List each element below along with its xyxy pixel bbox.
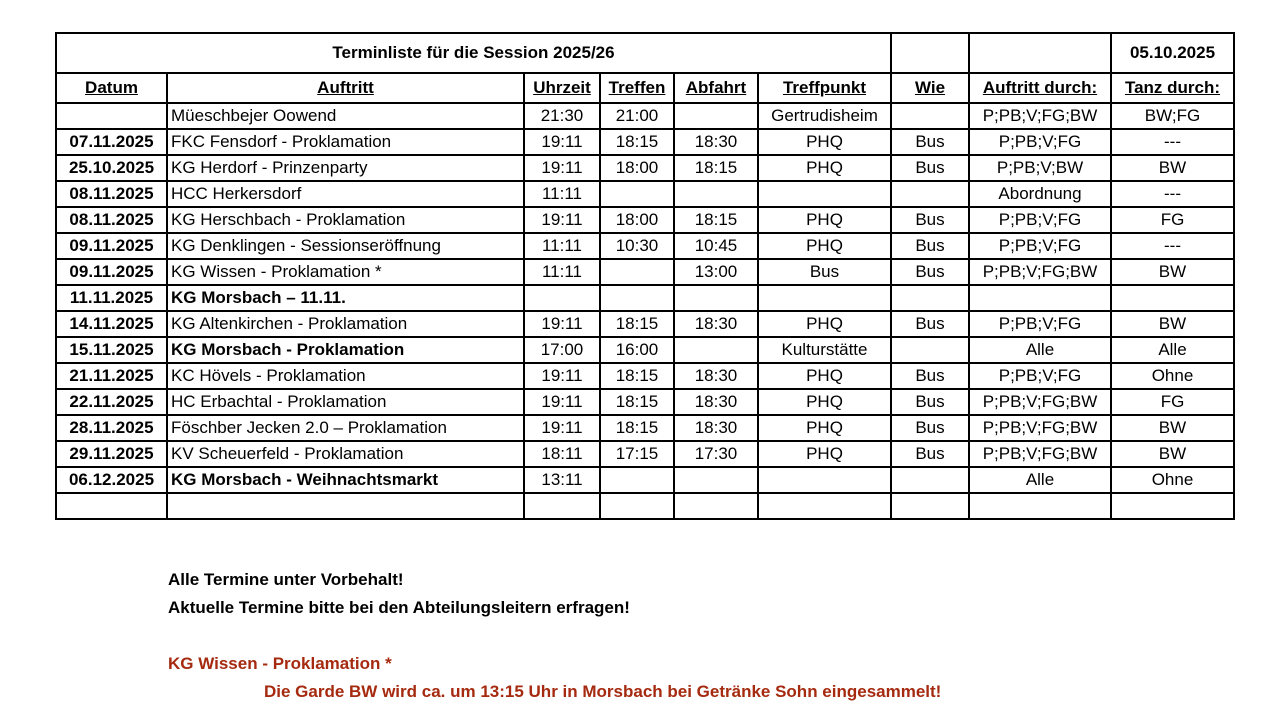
cell-wie: Bus: [891, 389, 969, 415]
cell-tanz-durch: BW: [1111, 311, 1234, 337]
cell-wie: Bus: [891, 441, 969, 467]
cell-datum: 25.10.2025: [56, 155, 167, 181]
cell-abfahrt: 17:30: [674, 441, 758, 467]
header-auftritt-durch: Auftritt durch:: [969, 73, 1111, 103]
cell-uhrzeit: 19:11: [524, 389, 600, 415]
cell-auftritt: KV Scheuerfeld - Proklamation: [167, 441, 524, 467]
cell-abfahrt: 18:30: [674, 129, 758, 155]
cell-uhrzeit: 19:11: [524, 207, 600, 233]
table-row: [56, 493, 1234, 519]
table-row: [56, 337, 1234, 363]
cell-datum: 28.11.2025: [56, 415, 167, 441]
cell-datum: 21.11.2025: [56, 363, 167, 389]
table-row: [56, 259, 1234, 285]
cell-auftritt: [167, 493, 524, 519]
cell-datum: [56, 103, 167, 129]
cell-auftritt-durch: P;PB;V;FG: [969, 363, 1111, 389]
cell-uhrzeit: 21:30: [524, 103, 600, 129]
cell-tanz-durch: ---: [1111, 181, 1234, 207]
cell-abfahrt: 13:00: [674, 259, 758, 285]
cell-wie: Bus: [891, 363, 969, 389]
cell-datum: 09.11.2025: [56, 259, 167, 285]
cell-treffen: 18:15: [600, 311, 674, 337]
header-tanz-durch: Tanz durch:: [1111, 73, 1234, 103]
cell-treffen: 10:30: [600, 233, 674, 259]
cell-abfahrt: [674, 103, 758, 129]
cell-treffen: 18:00: [600, 155, 674, 181]
cell-tanz-durch: BW: [1111, 441, 1234, 467]
cell-treffen: 18:15: [600, 389, 674, 415]
page-title: Terminliste für die Session 2025/26: [56, 33, 891, 73]
cell-tanz-durch: [1111, 493, 1234, 519]
cell-datum: 08.11.2025: [56, 181, 167, 207]
cell-tanz-durch: Alle: [1111, 337, 1234, 363]
cell-auftritt: HCC Herkersdorf: [167, 181, 524, 207]
cell-auftritt: KG Altenkirchen - Proklamation: [167, 311, 524, 337]
table-row: [56, 467, 1234, 493]
cell-abfahrt: 10:45: [674, 233, 758, 259]
cell-datum: 09.11.2025: [56, 233, 167, 259]
cell-auftritt: KG Denklingen - Sessionseröffnung: [167, 233, 524, 259]
cell-treffen: 17:15: [600, 441, 674, 467]
cell-treffen: 16:00: [600, 337, 674, 363]
cell-wie: [891, 337, 969, 363]
cell-abfahrt: [674, 493, 758, 519]
cell-tanz-durch: [1111, 285, 1234, 311]
cell-treffen: [600, 493, 674, 519]
cell-auftritt: FKC Fensdorf - Proklamation: [167, 129, 524, 155]
cell-abfahrt: 18:15: [674, 155, 758, 181]
cell-abfahrt: 18:30: [674, 363, 758, 389]
header-auftritt: Auftritt: [167, 73, 524, 103]
table-row: [56, 207, 1234, 233]
cell-abfahrt: 18:15: [674, 207, 758, 233]
cell-treffpunkt: Bus: [758, 259, 891, 285]
cell-auftritt-durch: [969, 285, 1111, 311]
table-row: [56, 181, 1234, 207]
cell-auftritt: KG Wissen - Proklamation *: [167, 259, 524, 285]
cell-treffen: [600, 285, 674, 311]
cell-auftritt-durch: P;PB;V;FG: [969, 207, 1111, 233]
cell-treffpunkt: PHQ: [758, 311, 891, 337]
table-row: [56, 155, 1234, 181]
table-row: [56, 129, 1234, 155]
cell-auftritt: KC Hövels - Proklamation: [167, 363, 524, 389]
cell-auftritt: KG Herschbach - Proklamation: [167, 207, 524, 233]
cell-uhrzeit: 13:11: [524, 467, 600, 493]
cell-wie: [891, 467, 969, 493]
cell-treffpunkt: [758, 467, 891, 493]
cell-treffen: [600, 259, 674, 285]
table-row: [56, 415, 1234, 441]
cell-treffen: [600, 467, 674, 493]
cell-abfahrt: 18:30: [674, 389, 758, 415]
cell-treffpunkt: Gertrudisheim: [758, 103, 891, 129]
cell-auftritt-durch: Alle: [969, 467, 1111, 493]
cell-auftritt-durch: P;PB;V;FG;BW: [969, 441, 1111, 467]
header-wie: Wie: [891, 73, 969, 103]
cell-uhrzeit: 11:11: [524, 181, 600, 207]
note-ask-leaders: Aktuelle Termine bitte bei den Abteilungsleitern erfragen!: [168, 598, 630, 617]
table-row: [56, 233, 1234, 259]
table-row: [56, 441, 1234, 467]
cell-tanz-durch: ---: [1111, 129, 1234, 155]
cell-wie: Bus: [891, 311, 969, 337]
cell-datum: [56, 493, 167, 519]
cell-tanz-durch: BW: [1111, 155, 1234, 181]
cell-wie: [891, 103, 969, 129]
cell-treffen: 18:00: [600, 207, 674, 233]
table-row: [56, 389, 1234, 415]
empty-cell: [969, 33, 1111, 73]
cell-treffpunkt: Kulturstätte: [758, 337, 891, 363]
cell-treffpunkt: PHQ: [758, 155, 891, 181]
cell-auftritt-durch: P;PB;V;FG: [969, 129, 1111, 155]
cell-treffen: [600, 181, 674, 207]
cell-tanz-durch: Ohne: [1111, 467, 1234, 493]
cell-tanz-durch: BW;FG: [1111, 103, 1234, 129]
cell-treffpunkt: [758, 285, 891, 311]
cell-abfahrt: [674, 467, 758, 493]
header-uhrzeit: Uhrzeit: [524, 73, 600, 103]
cell-tanz-durch: BW: [1111, 259, 1234, 285]
table-row: [56, 285, 1234, 311]
cell-uhrzeit: 19:11: [524, 129, 600, 155]
cell-abfahrt: [674, 337, 758, 363]
cell-auftritt-durch: Abordnung: [969, 181, 1111, 207]
note-wissen-text: Die Garde BW wird ca. um 13:15 Uhr in Morsbach bei Getränke Sohn eingesammelt!: [264, 682, 942, 701]
cell-auftritt-durch: Alle: [969, 337, 1111, 363]
cell-auftritt: KG Morsbach – 11.11.: [167, 285, 524, 311]
cell-treffpunkt: PHQ: [758, 233, 891, 259]
schedule-table: [55, 32, 1235, 520]
cell-auftritt-durch: [969, 493, 1111, 519]
cell-treffpunkt: [758, 181, 891, 207]
schedule-body: [56, 103, 1234, 519]
cell-treffpunkt: PHQ: [758, 389, 891, 415]
cell-wie: Bus: [891, 415, 969, 441]
cell-datum: 29.11.2025: [56, 441, 167, 467]
cell-uhrzeit: 18:11: [524, 441, 600, 467]
cell-abfahrt: 18:30: [674, 415, 758, 441]
cell-treffpunkt: PHQ: [758, 363, 891, 389]
cell-wie: [891, 285, 969, 311]
table-row: [56, 103, 1234, 129]
cell-wie: Bus: [891, 129, 969, 155]
table-row: [56, 363, 1234, 389]
cell-wie: [891, 493, 969, 519]
cell-datum: 08.11.2025: [56, 207, 167, 233]
cell-treffen: 21:00: [600, 103, 674, 129]
note-wissen-title: KG Wissen - Proklamation *: [168, 654, 392, 673]
cell-auftritt-durch: P;PB;V;FG;BW: [969, 389, 1111, 415]
cell-datum: 06.12.2025: [56, 467, 167, 493]
cell-auftritt: KG Morsbach - Proklamation: [167, 337, 524, 363]
cell-uhrzeit: 11:11: [524, 233, 600, 259]
cell-auftritt: KG Morsbach - Weihnachtsmarkt: [167, 467, 524, 493]
cell-treffpunkt: PHQ: [758, 207, 891, 233]
cell-auftritt-durch: P;PB;V;FG;BW: [969, 259, 1111, 285]
cell-wie: Bus: [891, 207, 969, 233]
cell-auftritt-durch: P;PB;V;FG;BW: [969, 103, 1111, 129]
cell-datum: 07.11.2025: [56, 129, 167, 155]
cell-datum: 11.11.2025: [56, 285, 167, 311]
cell-datum: 14.11.2025: [56, 311, 167, 337]
cell-wie: Bus: [891, 155, 969, 181]
cell-uhrzeit: 19:11: [524, 363, 600, 389]
cell-datum: 22.11.2025: [56, 389, 167, 415]
header-row: [56, 73, 1234, 103]
cell-uhrzeit: 11:11: [524, 259, 600, 285]
note-reservation: Alle Termine unter Vorbehalt!: [168, 570, 404, 589]
cell-abfahrt: 18:30: [674, 311, 758, 337]
cell-wie: [891, 181, 969, 207]
cell-abfahrt: [674, 181, 758, 207]
empty-cell: [891, 33, 969, 73]
cell-treffen: 18:15: [600, 129, 674, 155]
cell-treffpunkt: PHQ: [758, 129, 891, 155]
cell-abfahrt: [674, 285, 758, 311]
cell-wie: Bus: [891, 233, 969, 259]
header-datum: Datum: [56, 73, 167, 103]
document-date: 05.10.2025: [1111, 33, 1234, 73]
cell-auftritt: KG Herdorf - Prinzenparty: [167, 155, 524, 181]
cell-uhrzeit: 19:11: [524, 155, 600, 181]
header-treffpunkt: Treffpunkt: [758, 73, 891, 103]
cell-uhrzeit: 17:00: [524, 337, 600, 363]
cell-wie: Bus: [891, 259, 969, 285]
header-abfahrt: Abfahrt: [674, 73, 758, 103]
cell-treffen: 18:15: [600, 415, 674, 441]
table-row: [56, 311, 1234, 337]
header-treffen: Treffen: [600, 73, 674, 103]
cell-tanz-durch: FG: [1111, 207, 1234, 233]
cell-auftritt-durch: P;PB;V;FG;BW: [969, 415, 1111, 441]
cell-tanz-durch: BW: [1111, 415, 1234, 441]
cell-auftritt: Föschber Jecken 2.0 – Proklamation: [167, 415, 524, 441]
cell-tanz-durch: Ohne: [1111, 363, 1234, 389]
cell-treffpunkt: [758, 493, 891, 519]
cell-tanz-durch: ---: [1111, 233, 1234, 259]
cell-uhrzeit: [524, 285, 600, 311]
cell-treffpunkt: PHQ: [758, 415, 891, 441]
cell-auftritt-durch: P;PB;V;FG: [969, 311, 1111, 337]
cell-uhrzeit: 19:11: [524, 311, 600, 337]
cell-auftritt-durch: P;PB;V;FG: [969, 233, 1111, 259]
cell-datum: 15.11.2025: [56, 337, 167, 363]
cell-auftritt: Müeschbejer Oowend: [167, 103, 524, 129]
cell-tanz-durch: FG: [1111, 389, 1234, 415]
cell-uhrzeit: 19:11: [524, 415, 600, 441]
cell-treffen: 18:15: [600, 363, 674, 389]
title-row: [56, 33, 1234, 73]
cell-auftritt: HC Erbachtal - Proklamation: [167, 389, 524, 415]
cell-uhrzeit: [524, 493, 600, 519]
cell-treffpunkt: PHQ: [758, 441, 891, 467]
cell-auftritt-durch: P;PB;V;BW: [969, 155, 1111, 181]
